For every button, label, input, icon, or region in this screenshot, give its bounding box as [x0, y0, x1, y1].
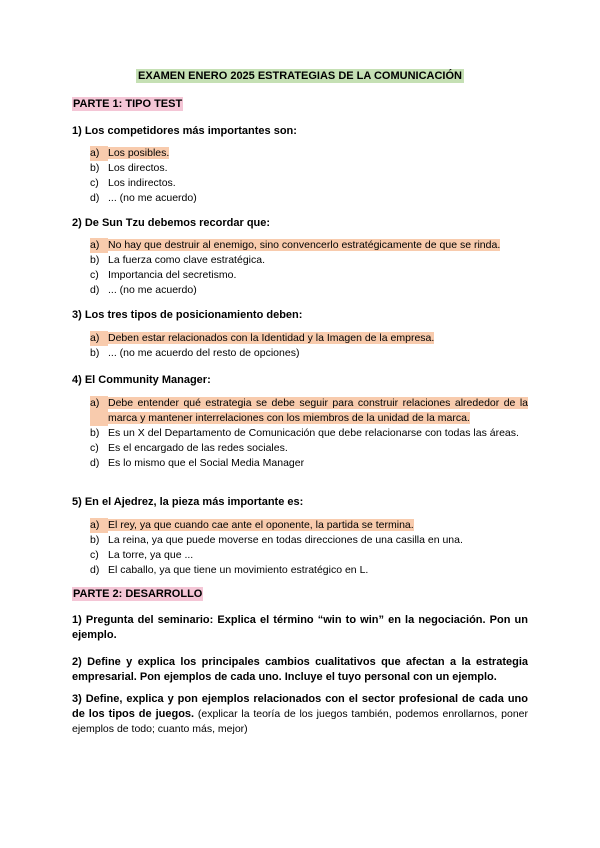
part-2-heading-text: PARTE 2: DESARROLLO	[73, 588, 203, 600]
answer-option-highlighted: a) No hay que destruir al enemigo, sino convencerlo estratégicamente de que se rinda.	[90, 239, 501, 251]
answer-option: c) Importancia del secretismo.	[90, 269, 237, 281]
question-4-options	[90, 396, 528, 471]
question-3: 3) Los tres tipos de posicionamiento deben:	[72, 309, 303, 321]
question-5: 5) En el Ajedrez, la pieza más importante es:	[72, 496, 304, 508]
question-2-options	[90, 238, 528, 298]
answer-option-highlighted: a) Deben estar relacionados con la Identidad y la Imagen de la empresa.	[90, 332, 435, 344]
question-4: 4) El Community Manager:	[72, 374, 211, 386]
answer-option: b) La fuerza como clave estratégica.	[90, 254, 265, 266]
answer-option: c) La torre, ya que ...	[90, 549, 194, 561]
development-question-2: 2) Define y explica los principales cambios cualitativos que afectan a la estrategia empresarial. Pon ejemplos de cada uno. Incluye el tuyo personal con un ejemplo.	[72, 656, 528, 683]
answer-option: b) Los directos.	[90, 162, 168, 174]
question-1: 1) Los competidores más importantes son:	[72, 125, 297, 137]
development-question-3-note: (explicar la teoría de los juegos también, podemos enrollarnos, poner ejemplos de todo; cuanto más, mejor)	[72, 708, 528, 735]
answer-option: d) ... (no me acuerdo)	[90, 284, 197, 296]
part-1-heading	[72, 98, 183, 110]
exam-title	[0, 70, 600, 82]
question-3-options	[90, 331, 528, 361]
question-2: 2) De Sun Tzu debemos recordar que:	[72, 217, 271, 229]
answer-option: b) La reina, ya que puede moverse en todas direcciones de una casilla en una.	[90, 534, 463, 546]
question-5-options	[90, 518, 528, 578]
answer-option: d) Es lo mismo que el Social Media Manager	[90, 457, 305, 469]
answer-option-highlighted: a) El rey, ya que cuando cae ante el oponente, la partida se termina.	[90, 519, 414, 531]
answer-option: c) Es el encargado de las redes sociales.	[90, 442, 288, 454]
part-1-heading-text: PARTE 1: TIPO TEST	[73, 98, 183, 110]
answer-option-highlighted: a) Los posibles.	[90, 147, 170, 159]
answer-option: b) ... (no me acuerdo del resto de opciones)	[90, 347, 300, 359]
exam-title-text: EXAMEN ENERO 2025 ESTRATEGIAS DE LA COMUNICACIÓN	[138, 70, 462, 82]
development-question-3: 3) Define, explica y pon ejemplos relacionados con el sector profesional de cada uno de los tipos de juegos. (explicar la teoría de los juegos también, podemos enrollarnos, poner ejemplos de todo; cuanto más, mejor)	[72, 693, 528, 735]
part-2-heading	[72, 588, 203, 600]
answer-option: c) Los indirectos.	[90, 177, 176, 189]
answer-option: d) ... (no me acuerdo)	[90, 192, 197, 204]
answer-option-highlighted: a) Debe entender qué estrategia se debe seguir para construir relaciones alrededor de la marca y mantener interrelaciones con los miembros de la unidad de la marca.	[90, 397, 528, 424]
question-1-options	[90, 146, 528, 206]
development-question-1: 1) Pregunta del seminario: Explica el término “win to win” en la negociación. Pon un ejemplo.	[72, 614, 528, 641]
answer-option: d) El caballo, ya que tiene un movimiento estratégico en L.	[90, 564, 369, 576]
answer-option: b) Es un X del Departamento de Comunicación que debe relacionarse con todas las áreas.	[90, 427, 519, 439]
